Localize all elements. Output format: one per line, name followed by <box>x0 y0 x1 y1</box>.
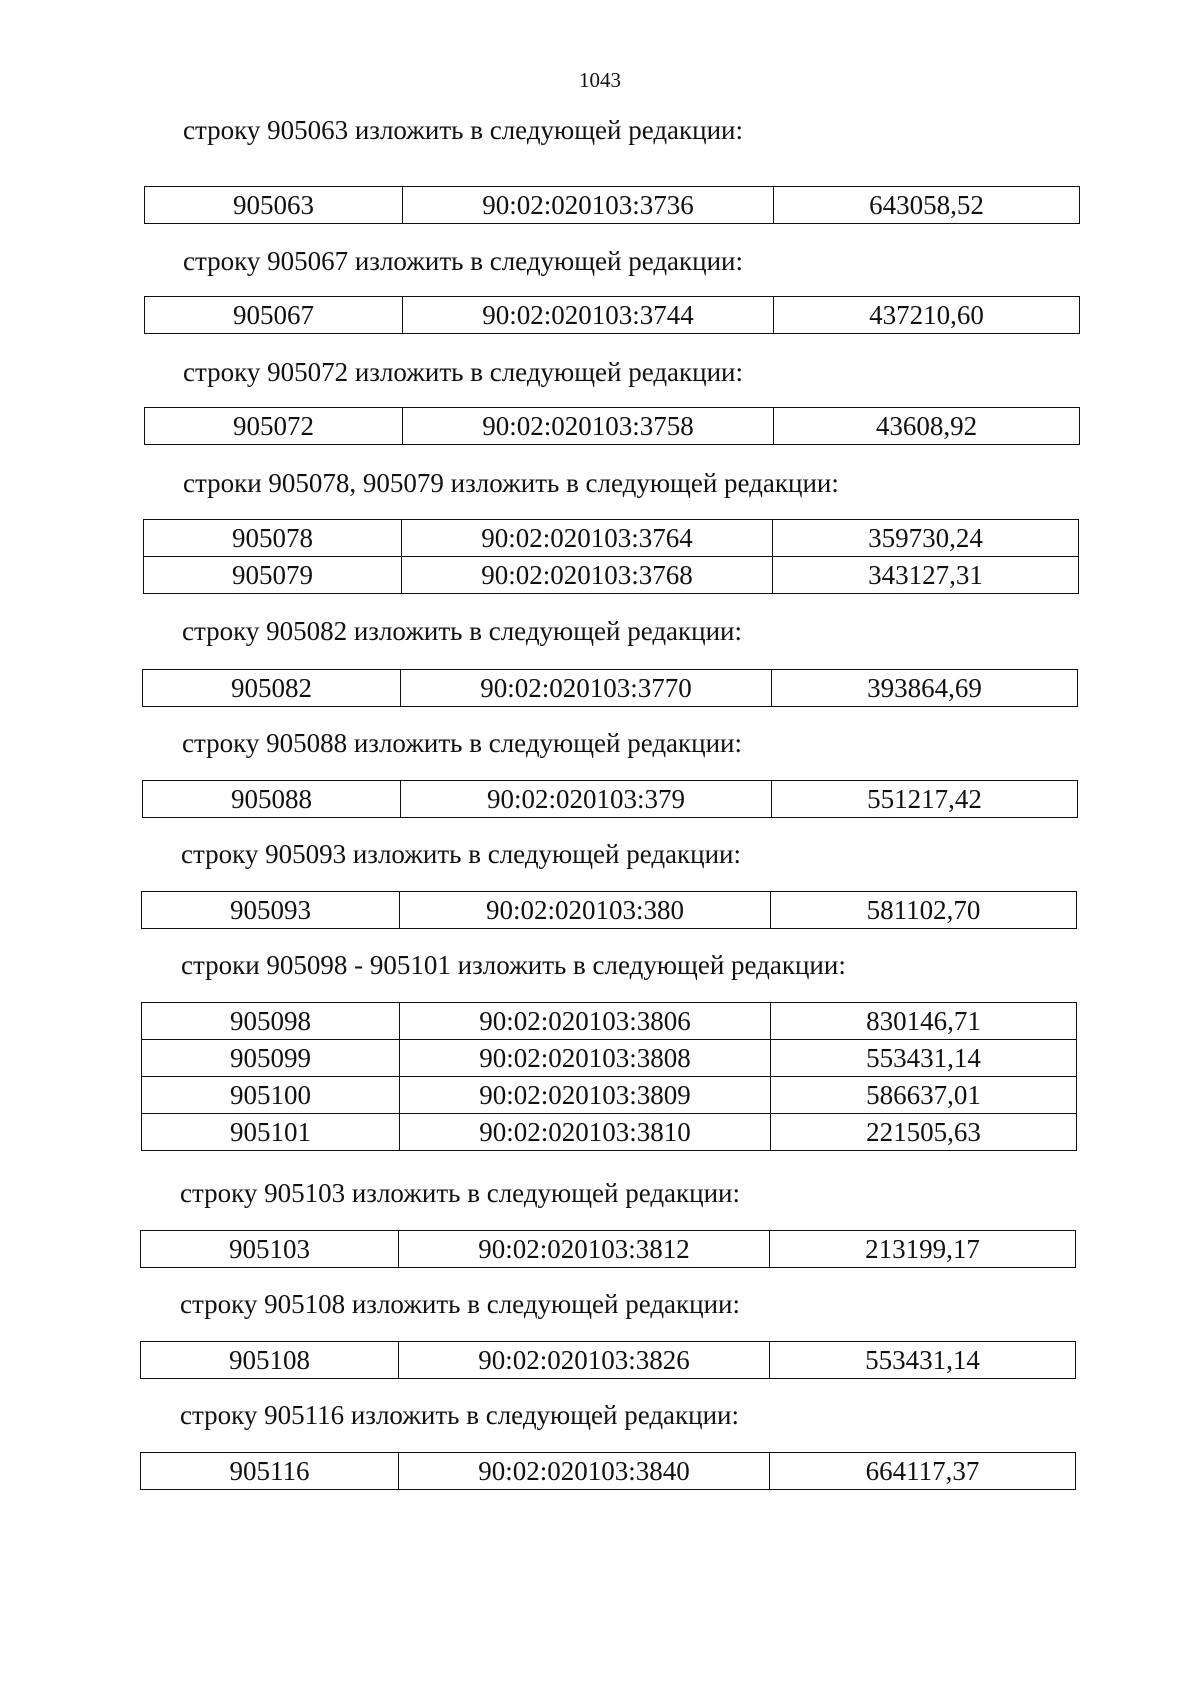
amendment-table <box>142 669 1078 707</box>
table-row <box>141 1342 1076 1379</box>
row-number-cell: 905088 <box>143 781 401 818</box>
row-number-cell: 905101 <box>142 1114 400 1151</box>
table-row <box>143 670 1078 707</box>
section-instruction: строку 905088 изложить в следующей редакции: <box>182 728 743 758</box>
cadastral-number-cell: 90:02:020103:380 <box>400 892 771 929</box>
value-cell: 393864,69 <box>772 670 1078 707</box>
cadastral-number-cell: 90:02:020103:3808 <box>400 1040 771 1077</box>
cadastral-number-cell: 90:02:020103:3812 <box>399 1231 770 1268</box>
value-cell: 359730,24 <box>773 520 1079 557</box>
cadastral-number-cell: 90:02:020103:3758 <box>403 408 774 445</box>
row-number-cell: 905103 <box>141 1231 399 1268</box>
section-instruction: строку 905108 изложить в следующей редакции: <box>180 1289 741 1319</box>
cadastral-number-cell: 90:02:020103:3810 <box>400 1114 771 1151</box>
value-cell: 343127,31 <box>773 557 1079 594</box>
cadastral-number-cell: 90:02:020103:3744 <box>403 297 774 334</box>
row-number-cell: 905098 <box>142 1003 400 1040</box>
table-row <box>143 781 1078 818</box>
amendment-table <box>144 186 1080 224</box>
section-instruction: строку 905103 изложить в следующей редакции: <box>180 1178 741 1208</box>
amendment-table <box>141 1002 1077 1151</box>
row-number-cell: 905100 <box>142 1077 400 1114</box>
section-instruction: строку 905067 изложить в следующей редакции: <box>183 246 744 276</box>
table-row <box>145 187 1080 224</box>
value-cell: 213199,17 <box>770 1231 1076 1268</box>
value-cell: 553431,14 <box>770 1342 1076 1379</box>
table-row <box>141 1231 1076 1268</box>
value-cell: 586637,01 <box>771 1077 1077 1114</box>
value-cell: 581102,70 <box>771 892 1077 929</box>
section-instruction: строки 905098 - 905101 изложить в следующей редакции: <box>181 950 846 980</box>
table-row <box>142 892 1077 929</box>
amendment-table <box>141 891 1077 929</box>
row-number-cell: 905093 <box>142 892 400 929</box>
amendment-table <box>140 1341 1076 1379</box>
cadastral-number-cell: 90:02:020103:379 <box>401 781 772 818</box>
table-row <box>145 297 1080 334</box>
amendment-table <box>140 1230 1076 1268</box>
table-row <box>142 1003 1077 1040</box>
section-instruction: строку 905116 изложить в следующей редакции: <box>180 1400 740 1430</box>
row-number-cell: 905072 <box>145 408 403 445</box>
amendment-table <box>140 1452 1076 1490</box>
table-row <box>144 557 1079 594</box>
table-row <box>144 520 1079 557</box>
amendment-table <box>144 296 1080 334</box>
row-number-cell: 905078 <box>144 520 402 557</box>
cadastral-number-cell: 90:02:020103:3770 <box>401 670 772 707</box>
cadastral-number-cell: 90:02:020103:3826 <box>399 1342 770 1379</box>
cadastral-number-cell: 90:02:020103:3736 <box>403 187 774 224</box>
cadastral-number-cell: 90:02:020103:3809 <box>400 1077 771 1114</box>
value-cell: 664117,37 <box>770 1453 1076 1490</box>
amendment-table <box>144 407 1080 445</box>
row-number-cell: 905082 <box>143 670 401 707</box>
section-instruction: строку 905072 изложить в следующей редакции: <box>183 357 744 387</box>
value-cell: 437210,60 <box>774 297 1080 334</box>
amendment-table <box>142 780 1078 818</box>
cadastral-number-cell: 90:02:020103:3764 <box>402 520 773 557</box>
table-row <box>142 1114 1077 1151</box>
value-cell: 830146,71 <box>771 1003 1077 1040</box>
cadastral-number-cell: 90:02:020103:3768 <box>402 557 773 594</box>
value-cell: 43608,92 <box>774 408 1080 445</box>
page-number: 1043 <box>579 68 621 92</box>
value-cell: 553431,14 <box>771 1040 1077 1077</box>
table-row <box>142 1077 1077 1114</box>
section-instruction: строку 905063 изложить в следующей редакции: <box>183 115 744 145</box>
row-number-cell: 905099 <box>142 1040 400 1077</box>
section-instruction: строку 905082 изложить в следующей редакции: <box>182 616 743 646</box>
value-cell: 221505,63 <box>771 1114 1077 1151</box>
cadastral-number-cell: 90:02:020103:3806 <box>400 1003 771 1040</box>
section-instruction: строки 905078, 905079 изложить в следующей редакции: <box>183 468 839 498</box>
row-number-cell: 905108 <box>141 1342 399 1379</box>
value-cell: 643058,52 <box>774 187 1080 224</box>
value-cell: 551217,42 <box>772 781 1078 818</box>
row-number-cell: 905079 <box>144 557 402 594</box>
row-number-cell: 905063 <box>145 187 403 224</box>
cadastral-number-cell: 90:02:020103:3840 <box>399 1453 770 1490</box>
amendment-table <box>143 519 1079 594</box>
row-number-cell: 905067 <box>145 297 403 334</box>
section-instruction: строку 905093 изложить в следующей редакции: <box>181 839 742 869</box>
table-row <box>145 408 1080 445</box>
row-number-cell: 905116 <box>141 1453 399 1490</box>
table-row <box>141 1453 1076 1490</box>
table-row <box>142 1040 1077 1077</box>
